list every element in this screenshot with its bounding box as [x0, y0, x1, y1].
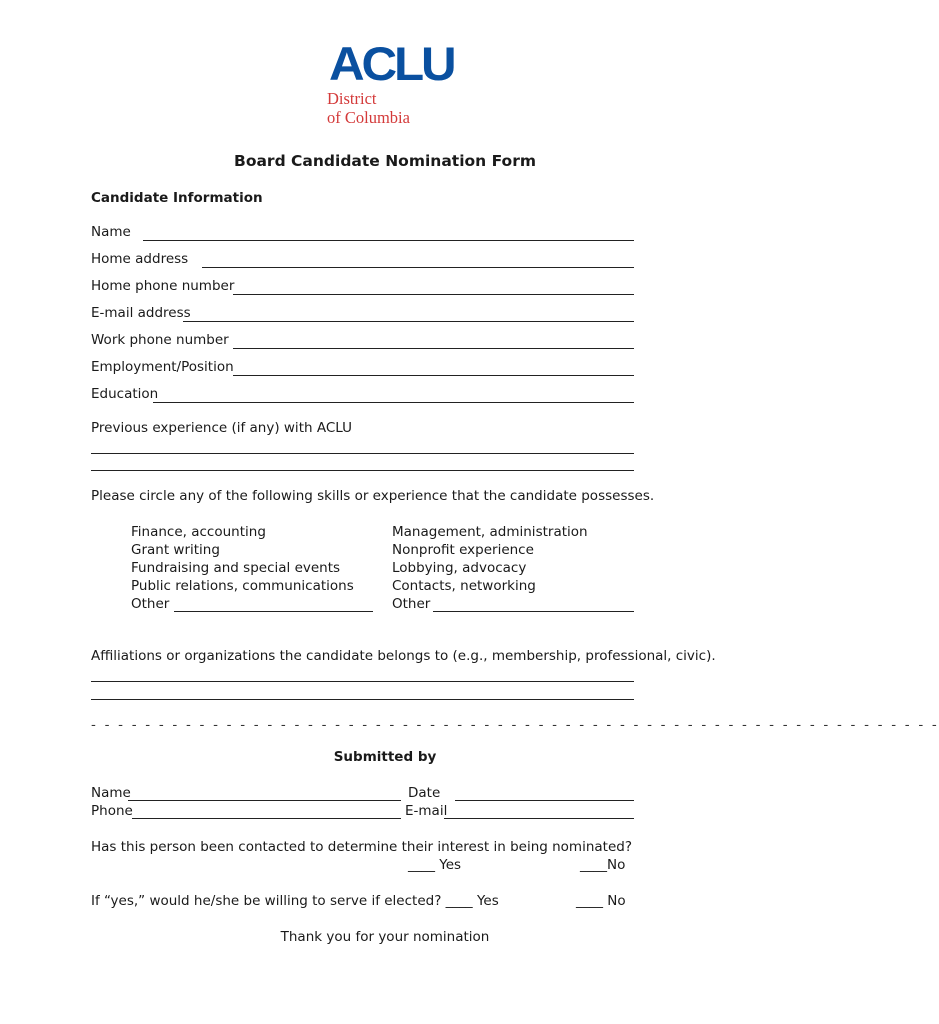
- home-address-label: Home address: [91, 251, 189, 267]
- form-title: Board Candidate Nomination Form: [234, 152, 536, 170]
- skill-nonprofit[interactable]: Nonprofit experience: [392, 542, 534, 558]
- submitted-by-heading: Submitted by: [333, 749, 437, 765]
- affiliations-line-2[interactable]: [91, 699, 634, 700]
- affiliations-line-1[interactable]: [91, 681, 634, 682]
- skill-grant-writing[interactable]: Grant writing: [131, 542, 220, 558]
- home-phone-label: Home phone number: [91, 278, 235, 294]
- education-line[interactable]: [153, 402, 634, 403]
- skills-prompt: Please circle any of the following skills or experience that the candidate possesses.: [91, 488, 655, 504]
- thank-you-text: Thank you for your nomination: [280, 929, 490, 945]
- submitter-email-label: E-mail: [405, 803, 448, 819]
- submitter-name-label: Name: [91, 785, 131, 801]
- name-line[interactable]: [143, 240, 634, 241]
- submitter-phone-line[interactable]: [132, 818, 401, 819]
- skill-other-left-line[interactable]: [174, 611, 373, 612]
- email-label: E-mail address: [91, 305, 191, 321]
- contacted-yes-option[interactable]: ____ Yes: [408, 857, 462, 873]
- willing-no-option[interactable]: ____ No: [576, 893, 626, 909]
- submitter-date-label: Date: [408, 785, 441, 801]
- home-address-line[interactable]: [202, 267, 634, 268]
- affiliations-prompt: Affiliations or organizations the candidate belongs to (e.g., membership, professional, civic).: [91, 648, 716, 664]
- skill-finance[interactable]: Finance, accounting: [131, 524, 266, 540]
- cut-line-separator: - - - - - - - - - - - - - - - - - - - - - - - - - - - - - - - - - - - - - - - - - - - - - - - - - - - - - - - - - - - - - - -: [91, 717, 939, 733]
- contacted-question: Has this person been contacted to determine their interest in being nominated?: [91, 839, 632, 855]
- contacted-no-option[interactable]: ____No: [580, 857, 626, 873]
- willing-to-serve-question[interactable]: If “yes,” would he/she be willing to serve if elected? ____ Yes: [91, 893, 499, 909]
- candidate-section-heading: Candidate Information: [91, 190, 263, 206]
- work-phone-line[interactable]: [233, 348, 634, 349]
- previous-experience-label: Previous experience (if any) with ACLU: [91, 420, 352, 436]
- skill-contacts[interactable]: Contacts, networking: [392, 578, 536, 594]
- previous-experience-line-2[interactable]: [91, 470, 634, 471]
- skill-management[interactable]: Management, administration: [392, 524, 588, 540]
- employment-line[interactable]: [233, 375, 634, 376]
- education-label: Education: [91, 386, 159, 402]
- logo-district-text: District: [327, 89, 377, 108]
- aclu-logo: ACLU: [329, 37, 454, 90]
- skill-other-right[interactable]: Other: [392, 596, 431, 612]
- work-phone-label: Work phone number: [91, 332, 229, 348]
- submitter-name-line[interactable]: [128, 800, 401, 801]
- email-line[interactable]: [183, 321, 634, 322]
- skill-other-left[interactable]: Other: [131, 596, 170, 612]
- logo-columbia-text: of Columbia: [327, 108, 410, 127]
- submitter-date-line[interactable]: [455, 800, 634, 801]
- previous-experience-line-1[interactable]: [91, 453, 634, 454]
- name-label: Name: [91, 224, 131, 240]
- submitter-phone-label: Phone: [91, 803, 133, 819]
- submitter-email-line[interactable]: [444, 818, 634, 819]
- skill-lobbying[interactable]: Lobbying, advocacy: [392, 560, 527, 576]
- skill-other-right-line[interactable]: [433, 611, 634, 612]
- skill-public-relations[interactable]: Public relations, communications: [131, 578, 354, 594]
- skill-fundraising[interactable]: Fundraising and special events: [131, 560, 341, 576]
- home-phone-line[interactable]: [233, 294, 634, 295]
- employment-label: Employment/Position: [91, 359, 234, 375]
